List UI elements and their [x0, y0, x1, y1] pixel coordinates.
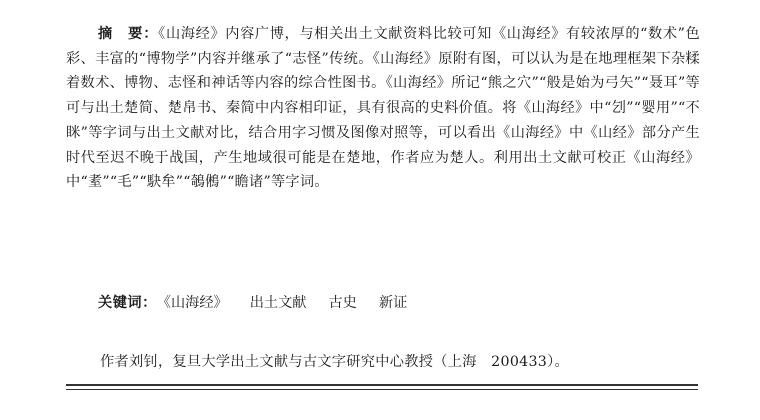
divider-rule-thick: [66, 384, 698, 386]
keywords-label: 关键词：: [98, 295, 157, 311]
divider-rule-thin: [66, 389, 698, 390]
keyword-item: 出土文献: [249, 295, 307, 311]
keywords-line: [98, 291, 429, 315]
abstract-label: 摘 要：: [98, 26, 159, 42]
keyword-item: 《山海经》: [156, 295, 228, 311]
article-page: [66, 22, 700, 370]
author-note: 作者刘钊，复旦大学出土文献与古文字研究中心教授（上海 200433）。: [100, 354, 569, 370]
abstract-paragraph: [66, 22, 700, 195]
abstract-text: 《山海经》内容广博，与相关出土文献资料比较可知《山海经》有较浓厚的“数术”色彩、丰富的“博物学”内容并继承了“志怪”传统。《山海经》原附有图，可以认为是在地理框架下杂糅着数术、博物、志怪和神话等内容的综合性图书。《山海经》所记“熊之穴”“般是始为弓矢”“聂耳”等可与出土楚简、楚帛书、秦简中内容相印证，具有很高的史料价值。将《山海经》中“刉”“婴用”“不眯”等字词与出土文献对比，结合用字习惯及图像对照等，可以看出《山海经》中《山经》部分产生时代至迟不晚于战国，产生地域很可能是在楚地，作者应为楚人。利用出土文献可校正《山海经》中“耊”“毛”“駃牟”“鵸鵂”“瞻诸”等字词。: [66, 26, 700, 191]
keyword-item: 古史: [328, 295, 357, 311]
keyword-item: 新证: [378, 295, 408, 311]
